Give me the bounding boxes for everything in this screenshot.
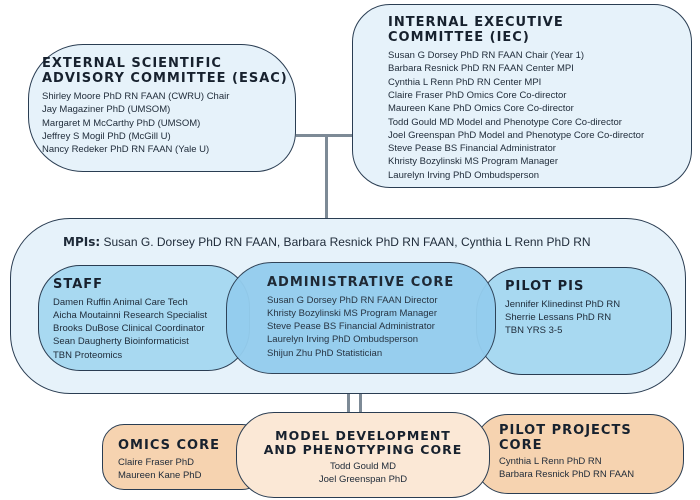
list-item: Cynthia L Renn PhD RN — [499, 456, 602, 468]
list-item: TBN Proteomics — [53, 349, 123, 361]
esac-box — [28, 44, 296, 172]
pilot-projects-title-line1: PILOT PROJECTS — [499, 423, 632, 438]
list-item: Laurelyn Irving PhD Ombudsperson — [388, 169, 540, 181]
list-item: Nancy Redeker PhD RN FAAN (Yale U) — [42, 144, 210, 156]
list-item: Aicha Moutainni Research Specialist — [53, 309, 208, 321]
list-item: Margaret M McCarthy PhD (UMSOM) — [42, 117, 201, 129]
pilot-projects-core-box — [474, 414, 684, 494]
staff-member-list — [53, 296, 249, 362]
list-item: Claire Fraser PhD — [118, 456, 195, 468]
list-item: Steve Pease BS Financial Administrator — [388, 143, 556, 155]
list-item: Joel Greenspan PhD Model and Phenotype Core Co-director — [388, 129, 645, 141]
model-development-core-box — [236, 412, 490, 498]
list-item: Susan G Dorsey PhD RN FAAN Chair (Year 1) — [388, 50, 585, 62]
list-item: TBN YRS 3-5 — [505, 325, 563, 337]
esac-member-list — [42, 90, 295, 156]
list-item: Barbara Resnick PhD RN FAAN — [499, 469, 635, 481]
esac-title-line2: ADVISORY COMMITTEE (ESAC) — [42, 70, 288, 86]
iec-title-line2: COMMITTEE (IEC) — [388, 29, 530, 45]
iec-title-line1: INTERNAL EXECUTIVE — [388, 15, 564, 30]
omics-core-title: OMICS CORE — [118, 438, 220, 453]
list-item: Todd Gould MD Model and Phenotype Core Co-director — [388, 116, 622, 128]
staff-title: STAFF — [53, 277, 104, 292]
pilot-projects-member-list — [499, 455, 683, 482]
list-item: Susan G Dorsey PhD RN FAAN Director — [267, 294, 438, 306]
list-item: Todd Gould MD — [329, 461, 396, 472]
model-core-member-list — [237, 460, 489, 487]
list-item: Cynthia L Renn PhD RN Center MPI — [388, 76, 542, 88]
list-item: Laurelyn Irving PhD Ombudsperson — [267, 334, 419, 346]
administrative-core-member-list — [267, 294, 495, 360]
list-item: Jennifer Klinedinst PhD RN — [505, 298, 621, 310]
list-item: Damen Ruffin Animal Care Tech — [53, 296, 188, 308]
pilot-pis-member-list — [505, 298, 671, 338]
list-item: Shijun Zhu PhD Statistician — [267, 347, 383, 359]
list-item: Jeffrey S Mogil PhD (McGill U) — [42, 130, 171, 142]
model-title-line2: AND PHENOTYPING CORE — [263, 442, 463, 457]
iec-title — [388, 16, 691, 45]
list-item: Maureen Kane PhD Omics Core Co-director — [388, 103, 574, 115]
administrative-core-title: ADMINISTRATIVE CORE — [267, 275, 455, 290]
pilot-pis-title: PILOT PIS — [505, 279, 585, 294]
mpis-label: MPIs: — [63, 235, 101, 249]
list-item: Joel Greenspan PhD — [318, 474, 408, 486]
iec-box — [352, 4, 692, 188]
list-item: Sean Daugherty Bioinformaticist — [53, 336, 189, 348]
pilot-projects-core-title — [499, 424, 683, 453]
list-item: Khristy Bozylinski MS Program Manager — [388, 156, 558, 168]
list-item: Maureen Kane PhD — [118, 469, 202, 481]
list-item: Claire Fraser PhD Omics Core Co-director — [388, 89, 567, 101]
model-title-line1: MODEL DEVELOPMENT — [275, 428, 451, 443]
iec-member-list — [388, 49, 691, 182]
list-item: Barbara Resnick PhD RN FAAN Center MPI — [388, 63, 574, 75]
connector-mpis-vertical — [325, 134, 328, 219]
pilot-pis-box — [476, 267, 672, 375]
list-item: Jay Magaziner PhD (UMSOM) — [42, 104, 171, 116]
staff-box — [38, 265, 250, 371]
list-item: Steve Pease BS Financial Administrator — [267, 321, 435, 333]
model-development-core-title — [237, 429, 489, 457]
list-item: Brooks DuBose Clinical Coordinator — [53, 323, 205, 335]
esac-title — [42, 57, 295, 86]
administrative-core-box — [226, 262, 496, 374]
mpis-line — [63, 235, 591, 249]
list-item: Khristy Bozylinski MS Program Manager — [267, 307, 437, 319]
list-item: Sherrie Lessans PhD RN — [505, 311, 612, 323]
mpis-names: Susan G. Dorsey PhD RN FAAN, Barbara Resnick PhD RN FAAN, Cynthia L Renn PhD RN — [103, 235, 591, 249]
list-item: Shirley Moore PhD RN FAAN (CWRU) Chair — [42, 91, 230, 103]
pilot-projects-title-line2: CORE — [499, 437, 543, 453]
esac-title-line1: EXTERNAL SCIENTIFIC — [42, 56, 222, 71]
